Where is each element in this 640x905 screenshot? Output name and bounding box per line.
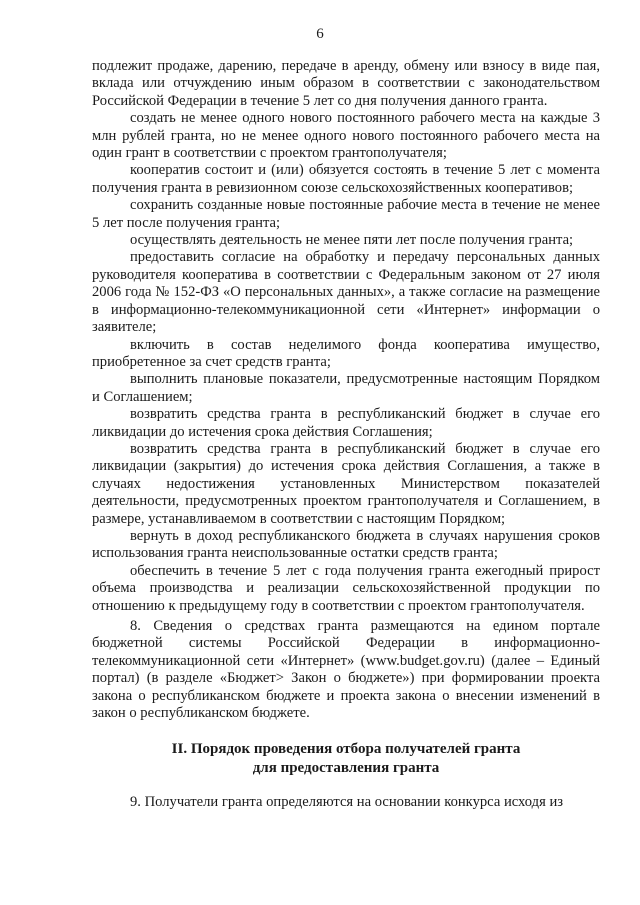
clause-9-start: 9. Получатели гранта определяются на основании конкурса исходя из <box>130 794 564 811</box>
paragraph-plan-indicators: выполнить плановые показатели, предусмотренные настоящим Порядком и Соглашением; <box>92 371 600 405</box>
paragraph-return-liquidation: возвратить средства гранта в республиканский бюджет в случае его ликвидации до истечения срока действия Соглашения; <box>92 406 600 440</box>
section-heading <box>92 740 600 778</box>
paragraph-return-closure: возвратить средства гранта в республиканский бюджет в случае его ликвидации (закрытия) до истечения срока действия Соглашения, а также в случаях недостижения установленных Министерством показателей деятельности, предусмотренных проектом грантополучателя и Соглашением, в размере, устанавливаемом в соответствии с настоящим Порядком; <box>92 440 600 527</box>
section-heading-line1: II. Порядок проведения отбора получателей гранта <box>171 741 521 758</box>
paragraph-keep-jobs: сохранить созданные новые постоянные рабочие места в течение не менее 5 лет после получения гранта; <box>92 197 600 231</box>
page-number: 6 <box>316 26 324 42</box>
paragraph-indivisible-fund: включить в состав неделимого фонда кооператива имущество, приобретенное за счет средств гранта; <box>92 336 600 370</box>
clause-8-portal: 8. Сведения о средствах гранта размещаются на едином портале бюджетной системы Российской Федерации в информационно-телекоммуникационной сети «Интернет» (www.budget.gov.ru) (далее – Единый портал) (в разделе «Бюджет> Закон о бюджете») при формировании проекта закона о республиканском бюджете и проекта закона о внесении изменений в закон о республиканском бюджете. <box>92 618 600 722</box>
paragraph-personal-data-consent: предоставить согласие на обработку и передачу персональных данных руководителя кооператива в соответствии с Федеральным законом от 27 июля 2006 года № 152-ФЗ «О персональных данных», а также согласие на размещение в информационно-телекоммуникационной сети «Интернет» информации о заявителе; <box>92 249 600 336</box>
paragraph-return-unused: вернуть в доход республиканского бюджета в случаях нарушения сроков использования гранта неиспользованные остатки средств гранта; <box>92 527 600 562</box>
paragraph-continuation: подлежит продаже, дарению, передаче в аренду, обмену или взносу в виде пая, вклада или отчуждению иным образом в соответствии с законодательством Российской Федерации в течение 5 лет со дня получения данного гранта. <box>92 58 600 109</box>
paragraph-activity-term: осуществлять деятельность не менее пяти лет после получения гранта; <box>130 232 574 249</box>
paragraph-production-growth: обеспечить в течение 5 лет с года получения гранта ежегодный прирост объема производства и реализации сельскохозяйственной продукции по отношению к предыдущему году в соответствии с проектом грантополучателя. <box>92 562 600 614</box>
document-body <box>92 58 600 812</box>
section-heading-line2: для предоставления гранта <box>252 760 440 777</box>
paragraph-create-jobs: создать не менее одного нового постоянного рабочего места на каждые 3 млн рублей гранта, но не менее одного нового постоянного рабочего места на один грант в соответствии с проектом грантополучателя; <box>92 110 600 162</box>
paragraph-audit-union: кооператив состоит и (или) обязуется состоять в течение 5 лет с момента получения гранта в ревизионном союзе сельскохозяйственных кооперативов; <box>92 162 600 196</box>
